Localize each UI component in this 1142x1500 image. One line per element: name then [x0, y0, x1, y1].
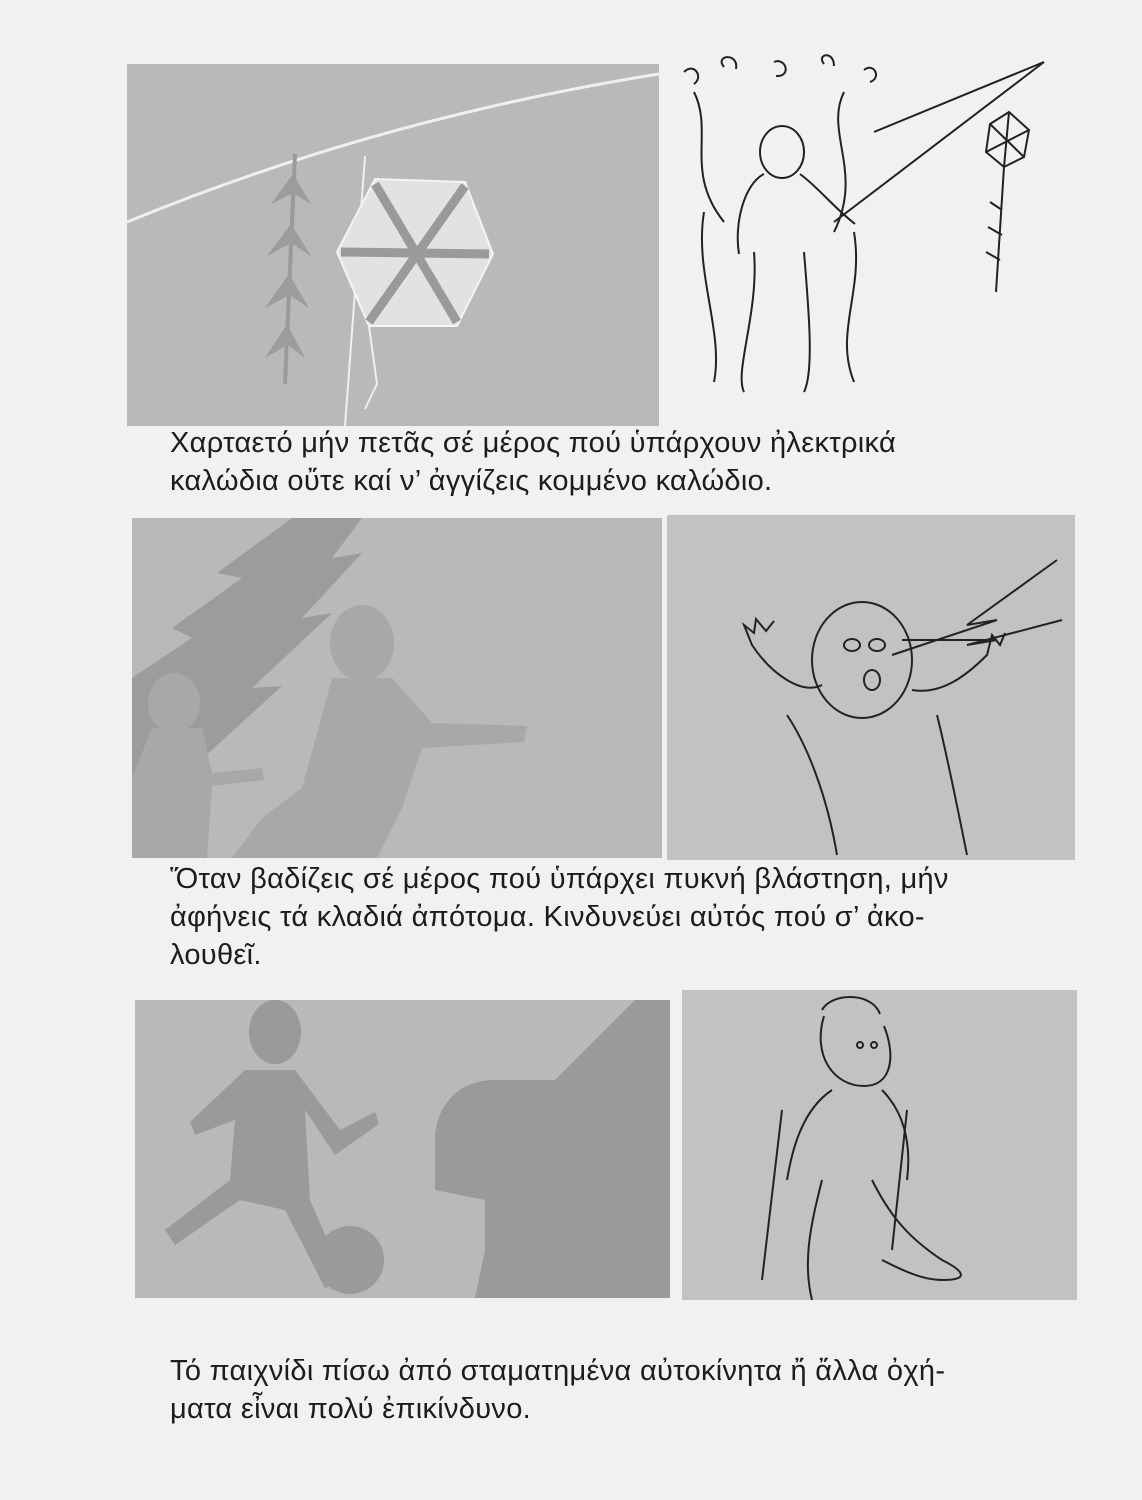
- kite-cutout-illustration: [127, 64, 659, 426]
- child-ball-car-cutout-illustration: [135, 1000, 670, 1298]
- caption-parked-cars-warning: Τό παιχνίδι πίσω ἀπό σταματημένα αὐτοκίνητα ἤ ἄλλα ὀχή- ματα εἶναι πολύ ἐπικίνδυνο.: [170, 1355, 946, 1425]
- face-hit-by-branch-illustration: [667, 515, 1075, 860]
- boy-on-crutches-illustration: [682, 990, 1077, 1300]
- kite-line-drawing: [664, 52, 1054, 422]
- caption-kite-warning: Χαρταετό μήν πετᾶς σέ μέρος πού ὑπάρχουν ἠλεκτρικά καλώδια οὔτε καί ν’ ἀγγίζεις κομμένο καλώδιο.: [170, 427, 897, 497]
- caption-branches-warning: Ὅταν βαδίζεις σέ μέρος πού ὑπάρχει πυκνή βλάστηση, μήν ἀφήνεις τά κλαδιά ἀπότομα. Κινδυνεύει αὐτός πού σ’ ἀκο- λουθεῖ.: [170, 863, 949, 971]
- forest-walkers-cutout-illustration: [132, 518, 662, 858]
